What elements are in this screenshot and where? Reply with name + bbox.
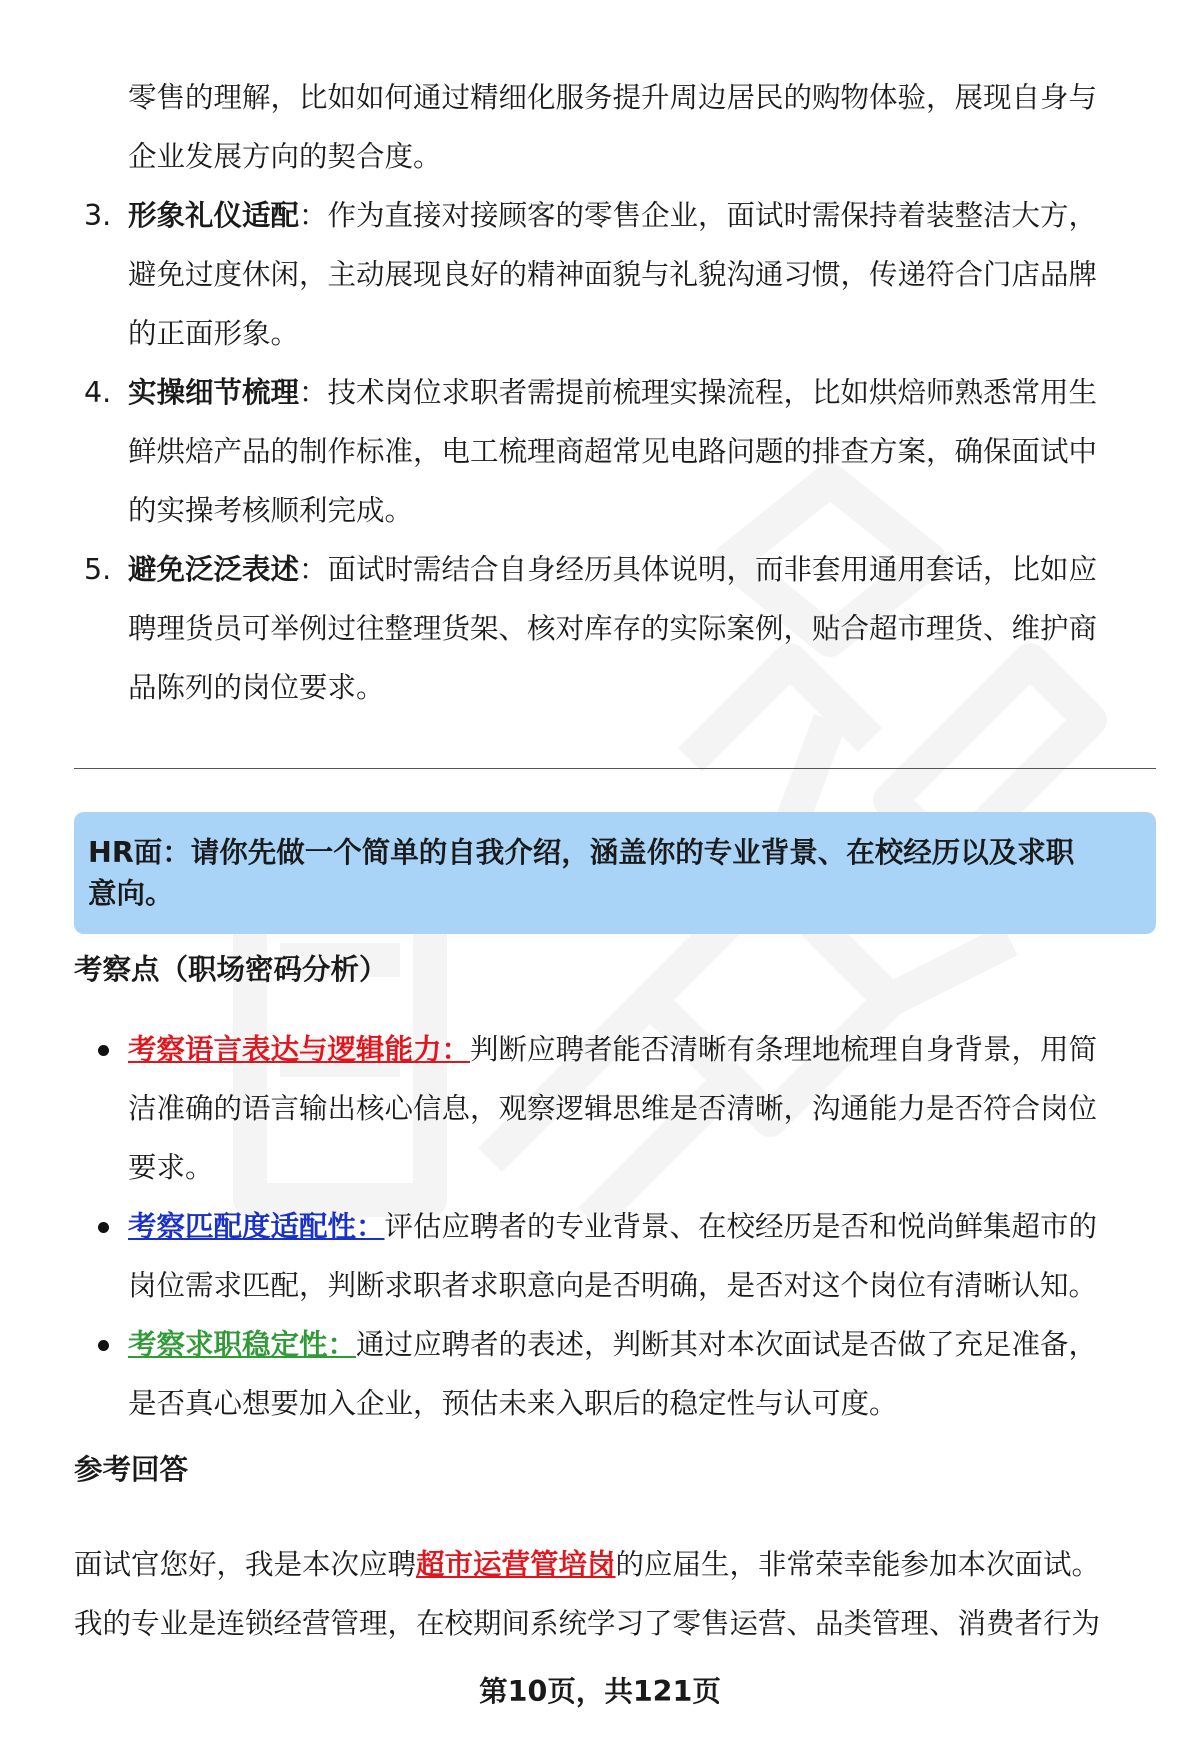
answer-text: 的应届生，非常荣幸能参加本次面试。	[615, 1548, 1101, 1581]
answer-line	[74, 1535, 1194, 1594]
analysis-heading: 考察点（职场密码分析）	[74, 953, 388, 986]
paragraph-line: 零售的理解，比如如何通过精细化服务提升周边居民的购物体验，展现自身与	[128, 81, 1098, 114]
item-title: 实操细节梳理	[128, 376, 300, 409]
numbered-item-5	[74, 540, 1156, 717]
item-text: 品陈列的岗位要求。	[128, 671, 385, 704]
analysis-bullet-list	[74, 1020, 1156, 1433]
item-title: 形象礼仪适配	[128, 199, 300, 232]
item-text: 聘理货员可举例过往整理货架、核对库存的实际案例，贴合超市理货、维护商	[128, 612, 1098, 645]
continued-paragraph	[74, 68, 1156, 186]
item-separator: ：	[299, 199, 328, 232]
item-text: 技术岗位求职者需提前梳理实操流程，比如烘焙师熟悉常用生	[327, 376, 1098, 409]
item-title: 避免泛泛表述	[128, 553, 300, 586]
item-text: 作为直接对接顾客的零售企业，面试时需保持着装整洁大方，	[327, 199, 1098, 232]
item-first-line	[128, 540, 1156, 599]
bullet-text: 是否真心想要加入企业，预估未来入职后的稳定性与认可度。	[128, 1387, 898, 1420]
paragraph-line: 企业发展方向的契合度。	[128, 140, 442, 173]
bullet-item	[74, 1020, 1156, 1197]
item-text: 的正面形象。	[128, 317, 300, 350]
upper-content	[74, 68, 1156, 717]
bullet-dot	[98, 1340, 109, 1351]
bullet-keyword: 考察求职稳定性：	[128, 1328, 357, 1361]
item-number: 3.	[84, 199, 112, 232]
bullet-item	[74, 1197, 1156, 1315]
item-number: 4.	[84, 376, 112, 409]
answer-text: 面试官您好，我是本次应聘	[74, 1548, 417, 1581]
bullet-dot	[98, 1045, 109, 1056]
item-first-line	[128, 186, 1156, 245]
item-number: 5.	[84, 553, 112, 586]
bullet-first-line	[128, 1315, 1156, 1374]
bullet-text: 洁准确的语言输出核心信息，观察逻辑思维是否清晰，沟通能力是否符合岗位	[128, 1092, 1098, 1125]
bullet-item	[74, 1315, 1156, 1433]
bullet-text: 岗位需求匹配，判断求职者求职意向是否明确，是否对这个岗位有清晰认知。	[128, 1269, 1098, 1302]
bullet-dot	[98, 1222, 109, 1233]
item-separator: ：	[299, 553, 328, 586]
bullet-text: 要求。	[128, 1151, 214, 1184]
bullet-text: 判断应聘者能否清晰有条理地梳理自身背景，用简	[470, 1033, 1098, 1066]
item-first-line	[128, 363, 1156, 422]
answer-highlight: 超市运营管培岗	[416, 1548, 616, 1581]
bullet-keyword: 考察匹配度适配性：	[128, 1210, 385, 1243]
reference-heading: 参考回答	[74, 1453, 189, 1486]
item-text: 的实操考核顺利完成。	[128, 494, 414, 527]
bullet-first-line	[128, 1197, 1156, 1256]
item-text: 面试时需结合自身经历具体说明，而非套用通用套话，比如应	[327, 553, 1098, 586]
item-text: 避免过度休闲，主动展现良好的精神面貌与礼貌沟通习惯，传递符合门店品牌	[128, 258, 1098, 291]
question-callout	[74, 812, 1156, 934]
bullet-text: 评估应聘者的专业背景、在校经历是否和悦尚鲜集超市的	[384, 1210, 1098, 1243]
page-number: 第10页，共121页	[479, 1675, 721, 1708]
bullet-first-line	[128, 1020, 1156, 1079]
item-text: 鲜烘焙产品的制作标准，电工梳理商超常见电路问题的排查方案，确保面试中	[128, 435, 1098, 468]
reference-answer	[74, 1535, 1194, 1653]
numbered-item-4	[74, 363, 1156, 540]
answer-line: 我的专业是连锁经营管理，在校期间系统学习了零售运营、品类管理、消费者行为	[74, 1607, 1101, 1640]
bullet-keyword: 考察语言表达与逻辑能力：	[128, 1033, 471, 1066]
bullet-text: 通过应聘者的表述，判断其对本次面试是否做了充足准备，	[356, 1328, 1098, 1361]
question-line: HR面：请你先做一个简单的自我介绍，涵盖你的专业背景、在校经历以及求职	[88, 836, 1075, 869]
question-line: 意向。	[88, 877, 174, 910]
section-divider	[74, 768, 1156, 769]
numbered-item-3	[74, 186, 1156, 363]
item-separator: ：	[299, 376, 328, 409]
